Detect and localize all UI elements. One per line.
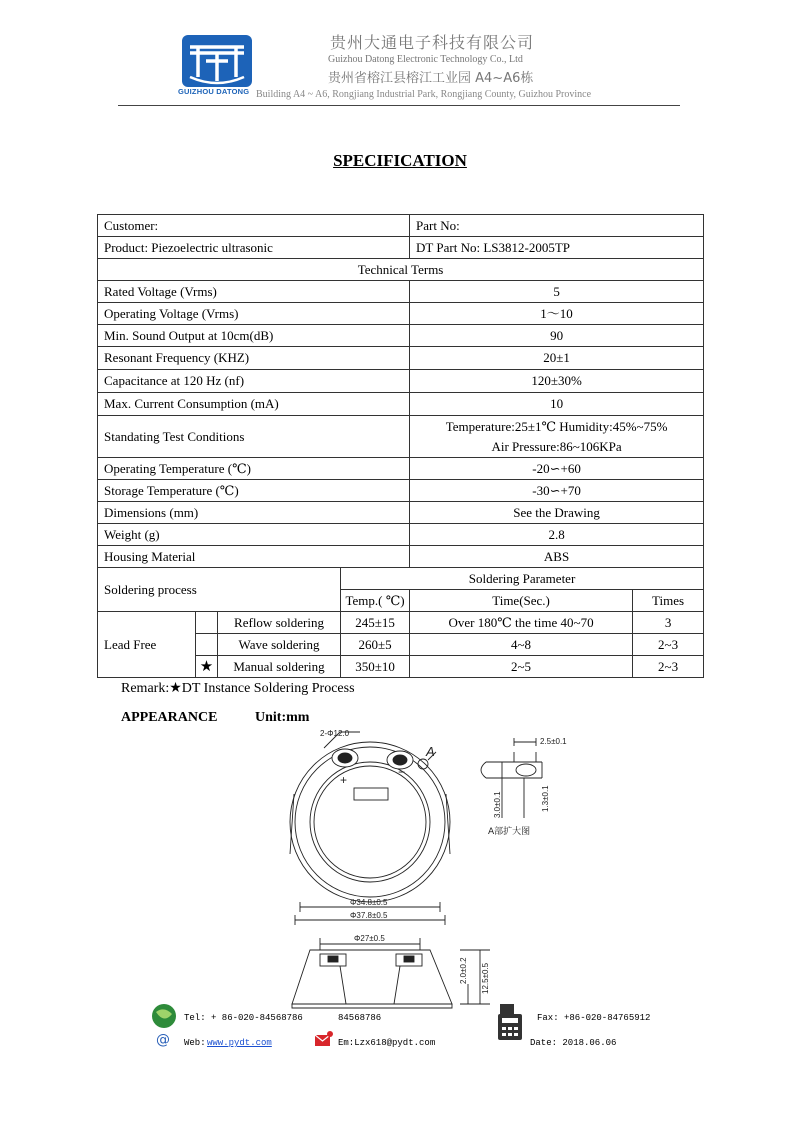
footer-telephone: Tel: + 86-020-84568786 <box>184 1013 303 1023</box>
unit-label: Unit:mm <box>255 710 310 725</box>
spec-label: Dimensions (mm) <box>98 502 410 524</box>
spec-label: Rated Voltage (Vrms) <box>98 281 410 303</box>
fax-icon <box>497 1002 523 1042</box>
header-divider <box>118 105 680 106</box>
pin-dimension: 2-Φ12.0 <box>320 729 350 738</box>
spec-label: Resonant Frequency (KHZ) <box>98 347 410 370</box>
footer-email[interactable]: Em:Lzx618@pydt.com <box>338 1038 436 1048</box>
company-name-en: Guizhou Datong Electronic Technology Co., Ltd <box>328 54 523 65</box>
footer-telephone-2: 84568786 <box>338 1013 382 1023</box>
part-no-cell: Part No: <box>410 215 704 237</box>
spec-label: Capacitance at 120 Hz (nf) <box>98 370 410 393</box>
time-column-header: Time(Sec.) <box>410 590 633 612</box>
side-view <box>292 934 490 1008</box>
registered-mark: ® <box>244 76 252 85</box>
customer-cell: Customer: <box>98 215 410 237</box>
spec-value: -20∽+60 <box>410 458 704 480</box>
detail-a-mark: A <box>426 744 435 759</box>
soldering-parameter-header: Soldering Parameter <box>341 568 704 590</box>
reflow-marker-cell <box>196 612 218 634</box>
manual-time: 2~5 <box>410 656 633 678</box>
spec-label: Min. Sound Output at 10cm(dB) <box>98 325 410 347</box>
dim-height-2: 2.0±0.2 <box>459 957 468 984</box>
address-en: Building A4 ~ A6, Rongjiang Industrial Park, Rongjiang County, Guizhou Province <box>256 89 592 100</box>
test-conditions-value <box>410 416 704 458</box>
appearance-heading: APPEARANCE <box>121 710 218 725</box>
dt-part-no-cell: DT Part No: LS3812-2005TP <box>410 237 704 259</box>
detail-a-view <box>481 737 567 837</box>
detail-caption: A部扩大图 <box>488 827 531 837</box>
test-conditions-label: Standating Test Conditions <box>98 416 410 458</box>
spec-value: 5 <box>410 281 704 303</box>
spec-value: ABS <box>410 546 704 568</box>
spec-label: Housing Material <box>98 546 410 568</box>
detail-height-dim-1: 3.0±0.1 <box>493 791 502 818</box>
minus-mark: − <box>398 765 406 779</box>
reflow-temp: 245±15 <box>341 612 410 634</box>
dim-height-12-5: 12.5±0.5 <box>481 962 490 994</box>
wave-marker-cell <box>196 634 218 656</box>
reflow-time: Over 180℃ the time 40~70 <box>410 612 633 634</box>
wave-time: 4~8 <box>410 634 633 656</box>
spec-value: 120±30% <box>410 370 704 393</box>
reflow-method: Reflow soldering <box>218 612 341 634</box>
star-marker: ★ <box>196 656 218 678</box>
lead-free-label: Lead Free <box>98 612 196 678</box>
spec-label: Weight (g) <box>98 524 410 546</box>
spec-value: -30∽+70 <box>410 480 704 502</box>
technical-drawing <box>280 722 600 1022</box>
spec-label: Operating Voltage (Vrms) <box>98 303 410 325</box>
wave-times: 2~3 <box>633 634 704 656</box>
footer-website-link[interactable]: www.pydt.com <box>207 1038 272 1048</box>
temp-column-header: Temp.( ℃) <box>341 590 410 612</box>
globe-icon <box>150 1002 178 1048</box>
plus-mark: + <box>340 773 348 787</box>
soldering-process-label: Soldering process <box>98 568 341 612</box>
footer-date: Date: 2018.06.06 <box>530 1038 617 1048</box>
spec-label: Operating Temperature (℃) <box>98 458 410 480</box>
document-title: SPECIFICATION <box>333 151 467 170</box>
detail-width-dim: 2.5±0.1 <box>540 737 567 746</box>
manual-times: 2~3 <box>633 656 704 678</box>
test-conditions-line1: Temperature:25±1℃ Humidity:45%~75% <box>445 418 668 434</box>
spec-value: 1～10 <box>410 303 704 325</box>
remark-text: Remark:★DT Instance Soldering Process <box>121 681 355 696</box>
manual-temp: 350±10 <box>341 656 410 678</box>
company-logo <box>180 33 254 89</box>
specification-table <box>97 214 704 678</box>
reflow-times: 3 <box>633 612 704 634</box>
spec-value: 2.8 <box>410 524 704 546</box>
svg-text:@: @ <box>156 1032 170 1048</box>
footer-web-label: Web: <box>184 1038 206 1048</box>
address-cn: 贵州省榕江县榕江工业园 A4~A6栋 <box>328 71 534 86</box>
product-cell: Product: Piezoelectric ultrasonic <box>98 237 410 259</box>
manual-method: Manual soldering <box>218 656 341 678</box>
top-view <box>290 729 450 925</box>
spec-value: 10 <box>410 393 704 416</box>
spec-value: 20±1 <box>410 347 704 370</box>
dim-diameter-34-8: Φ34.8±0.5 <box>350 898 388 907</box>
footer-fax: Fax: +86-020-84765912 <box>537 1013 651 1023</box>
company-name-cn: 贵州大通电子科技有限公司 <box>330 33 535 52</box>
spec-label: Storage Temperature (℃) <box>98 480 410 502</box>
dim-diameter-37-8: Φ37.8±0.5 <box>350 911 388 920</box>
spec-label: Max. Current Consumption (mA) <box>98 393 410 416</box>
spec-value: See the Drawing <box>410 502 704 524</box>
spec-value: 90 <box>410 325 704 347</box>
test-conditions-line2: Air Pressure:86~106KPa <box>491 438 622 454</box>
technical-terms-header: Technical Terms <box>98 259 704 281</box>
dim-diameter-27: Φ27±0.5 <box>354 934 385 943</box>
times-column-header: Times <box>633 590 704 612</box>
logo-wordmark: GUIZHOU DATONG <box>178 87 250 96</box>
wave-method: Wave soldering <box>218 634 341 656</box>
detail-height-dim-2: 1.3±0.1 <box>541 785 550 812</box>
wave-temp: 260±5 <box>341 634 410 656</box>
mail-icon <box>314 1030 334 1048</box>
